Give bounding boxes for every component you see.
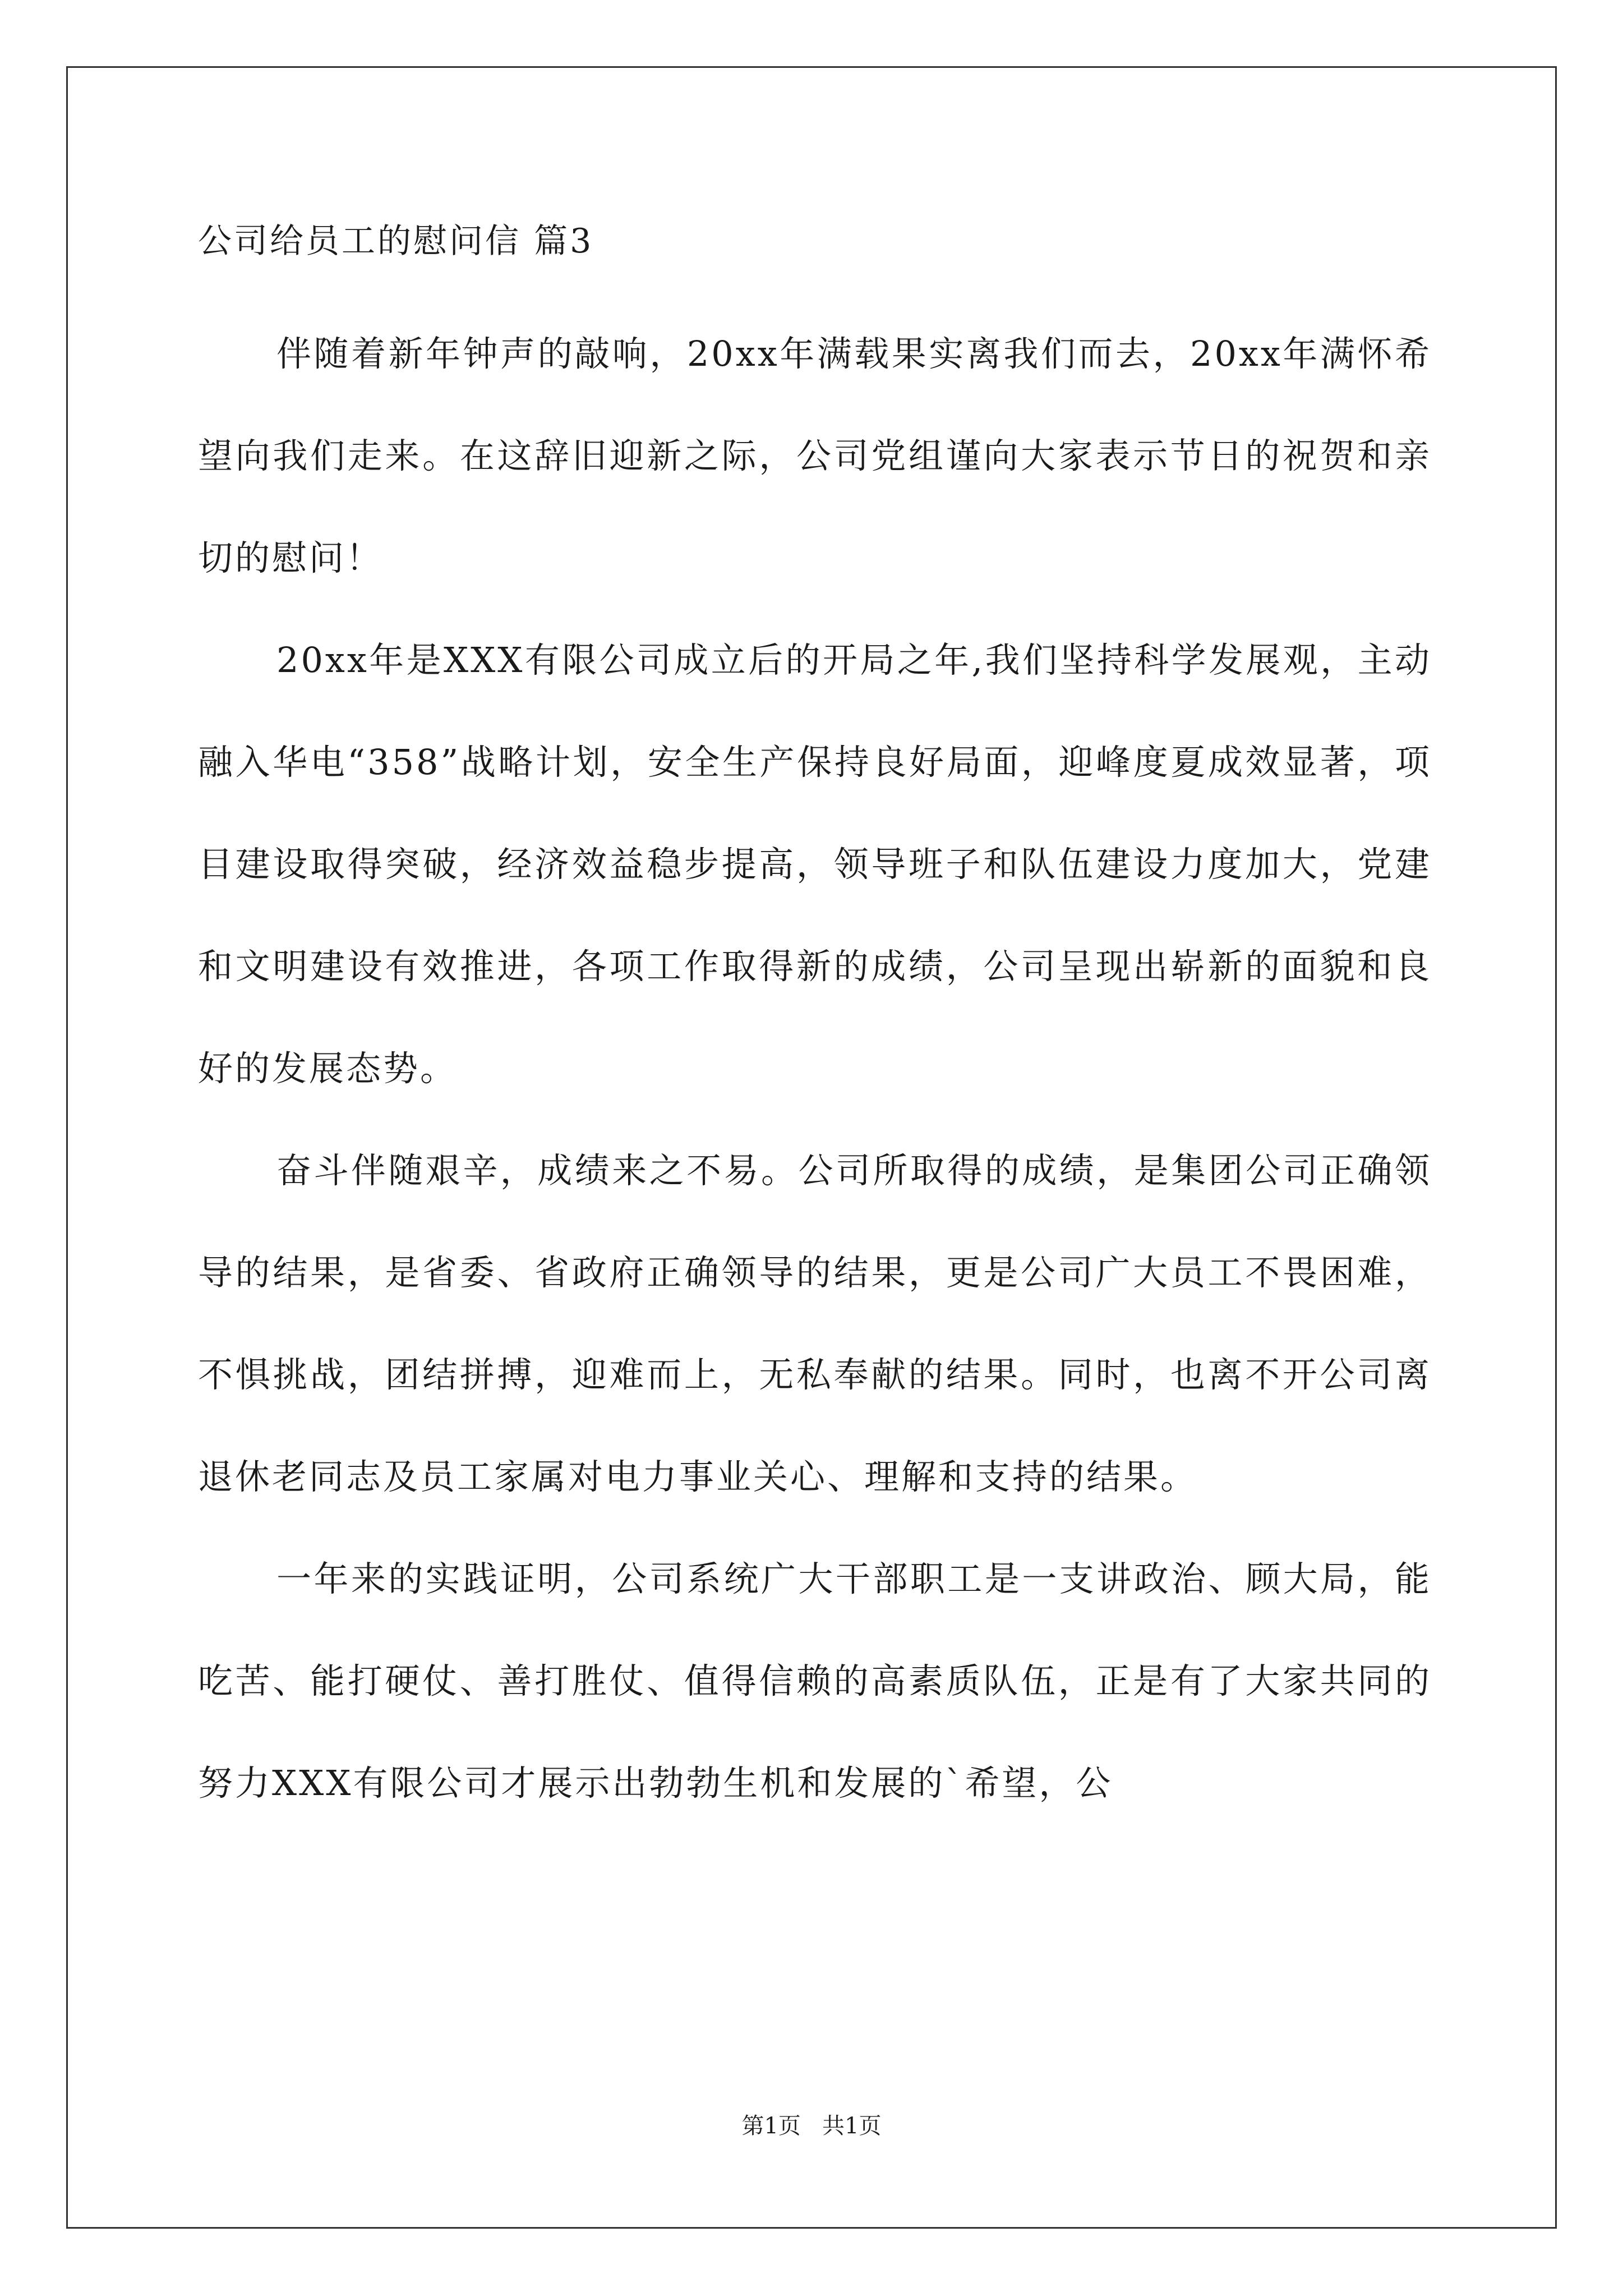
- paragraph-4: 一年来的实践证明，公司系统广大干部职工是一支讲政治、顾大局，能吃苦、能打硬仗、善打胜仗、值得信赖的高素质队伍，正是有了大家共同的努力XXX有限公司才展示出勃勃生机和发展的`希望，公: [198, 1558, 1432, 1803]
- page-number-footer: 第1页 共1页: [741, 2113, 882, 2139]
- paragraph-2: 20xx年是XXX有限公司成立后的开局之年,我们坚持科学发展观，主动融入华电“358”战略计划，安全生产保持良好局面，迎峰度夏成效显著，项目建设取得突破，经济效益稳步提高，领导班子和队伍建设力度加大，党建和文明建设有效推进，各项工作取得新的成绩，公司呈现出崭新的面貌和良好的发展态势。: [198, 639, 1432, 1089]
- paragraph-1: 伴随着新年钟声的敲响，20xx年满载果实离我们而去，20xx年满怀希望向我们走来。在这辞旧迎新之际，公司党组谨向大家表示节日的祝贺和亲切的慰问！: [198, 333, 1432, 578]
- document-body: [198, 213, 1432, 1834]
- paragraph-3: 奋斗伴随艰辛，成绩来之不易。公司所取得的成绩，是集团公司正确领导的结果，是省委、省政府正确领导的结果，更是公司广大员工不畏困难，不惧挑战，团结拼搏，迎难而上，无私奉献的结果。同时，也离不开公司离退休老同志及员工家属对电力事业关心、理解和支持的结果。: [198, 1150, 1432, 1497]
- document-title: 公司给员工的慰问信 篇3: [198, 222, 594, 261]
